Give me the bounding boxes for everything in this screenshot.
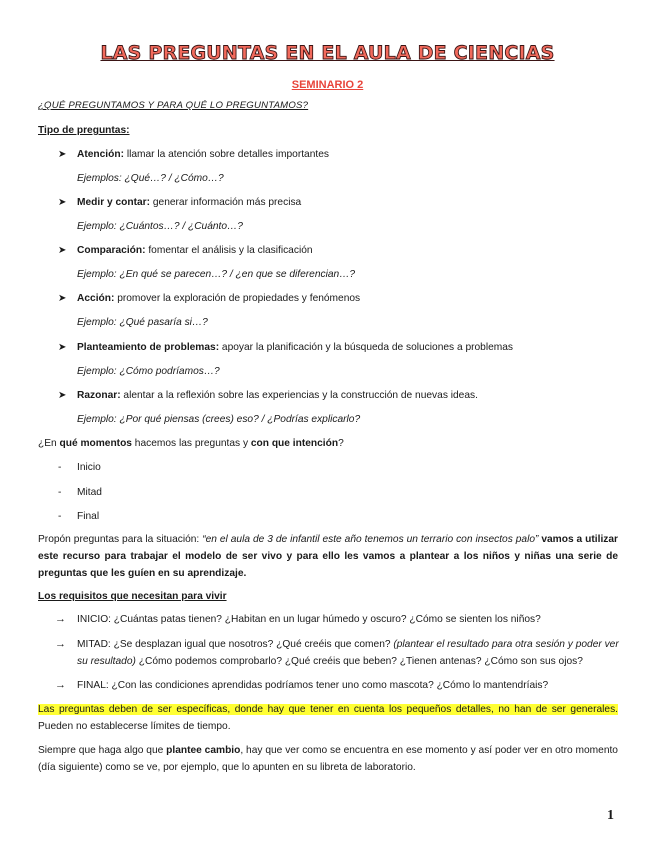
type-item: Acción: promover la exploración de propiedades y fenómenos xyxy=(77,293,361,304)
right-arrow-icon: → xyxy=(55,613,66,625)
arrow-bullet-icon: ➤ xyxy=(58,293,67,304)
phase-final: FINAL: ¿Con las condiciones aprendidas podríamos tener uno como mascota? ¿Cómo lo mantendríais? xyxy=(77,680,549,691)
types-heading: Tipo de preguntas: xyxy=(38,125,130,136)
type-item: Medir y contar: generar información más precisa xyxy=(77,197,302,208)
arrow-bullet-icon: ➤ xyxy=(58,149,67,160)
moment-item: Final xyxy=(77,511,100,522)
moments-question: ¿En qué momentos hacemos las preguntas y con que intención? xyxy=(38,438,344,449)
phase-mitad: MITAD: ¿Se desplazan igual que nosotros? ¿Qué creéis que comen? (plantear el resultado para otra sesión y poder ver su resultado) ¿Cómo podemos comprobarlo? ¿Qué creéis que beben? ¿Tienen antenas? ¿Cómo son sus ojos? xyxy=(77,639,619,667)
arrow-bullet-icon: ➤ xyxy=(58,197,67,208)
arrow-bullet-icon: ➤ xyxy=(58,245,67,256)
type-example: Ejemplo: ¿Qué pasaría si…? xyxy=(77,317,208,328)
type-example: Ejemplo: ¿Cuántos…? / ¿Cuánto…? xyxy=(77,221,243,232)
type-item: Comparación: fomentar el análisis y la clasificación xyxy=(77,245,313,256)
arrow-bullet-icon: ➤ xyxy=(58,390,67,401)
situation-paragraph: Propón preguntas para la situación: “en el aula de 3 de infantil este año tenemos un terrario con insectos palo” vamos a utilizar este recurso para trabajar el modelo de ser vivo y para ello les vamos a plantear a los niños y niñas una serie de preguntas que les guíen en su aprendizaje. xyxy=(38,534,618,579)
type-example: Ejemplo: ¿En qué se parecen…? / ¿en que se diferencian…? xyxy=(77,269,356,280)
type-example: Ejemplo: ¿Cómo podríamos…? xyxy=(77,366,220,377)
moment-item: Mitad xyxy=(77,487,102,498)
moment-item: Inicio xyxy=(77,462,101,473)
type-example: Ejemplos: ¿Qué…? / ¿Cómo…? xyxy=(77,173,224,184)
type-item: Atención: llamar la atención sobre detalles importantes xyxy=(77,149,329,160)
right-arrow-icon: → xyxy=(55,638,66,650)
type-item: Razonar: alentar a la reflexión sobre las experiencias y la construcción de nuevas ideas. xyxy=(77,390,478,401)
phase-inicio: INICIO: ¿Cuántas patas tienen? ¿Habitan en un lugar húmedo y oscuro? ¿Cómo se sienten los niños? xyxy=(77,614,541,625)
dash-bullet: - xyxy=(58,462,62,473)
highlighted-text: Las preguntas deben de ser específicas, donde hay que tener en cuenta los pequeños detalles, no han de ser generales. xyxy=(38,704,618,715)
page-title: LAS PREGUNTAS EN EL AULA DE CIENCIAS xyxy=(100,42,555,64)
closing-paragraph: Siempre que haga algo que plantee cambio, hay que ver como se encuentra en ese momento y así poder ver en otro momento (día siguiente) como se ve, por ejemplo, que lo apunten en su libreta de laboratorio. xyxy=(38,745,618,773)
requirements-heading: Los requisitos que necesitan para vivir xyxy=(38,591,227,602)
seminar-subtitle: SEMINARIO 2 xyxy=(291,79,364,91)
dash-bullet: - xyxy=(58,511,62,522)
dash-bullet: - xyxy=(58,487,62,498)
arrow-bullet-icon: ➤ xyxy=(58,342,67,353)
page-number: 1 xyxy=(607,808,614,823)
right-arrow-icon: → xyxy=(55,679,66,691)
type-item: Planteamiento de problemas: apoyar la planificación y la búsqueda de soluciones a problemas xyxy=(77,342,514,353)
type-example: Ejemplo: ¿Por qué piensas (crees) eso? / ¿Podrías explicarlo? xyxy=(77,414,361,425)
specificity-paragraph: Las preguntas deben de ser específicas, donde hay que tener en cuenta los pequeños detalles, no han de ser generales. Pueden no establecerse límites de tiempo. xyxy=(38,704,618,732)
intro-question: ¿QUÉ PREGUNTAMOS Y PARA QUÉ LO PREGUNTAMOS? xyxy=(38,100,309,111)
